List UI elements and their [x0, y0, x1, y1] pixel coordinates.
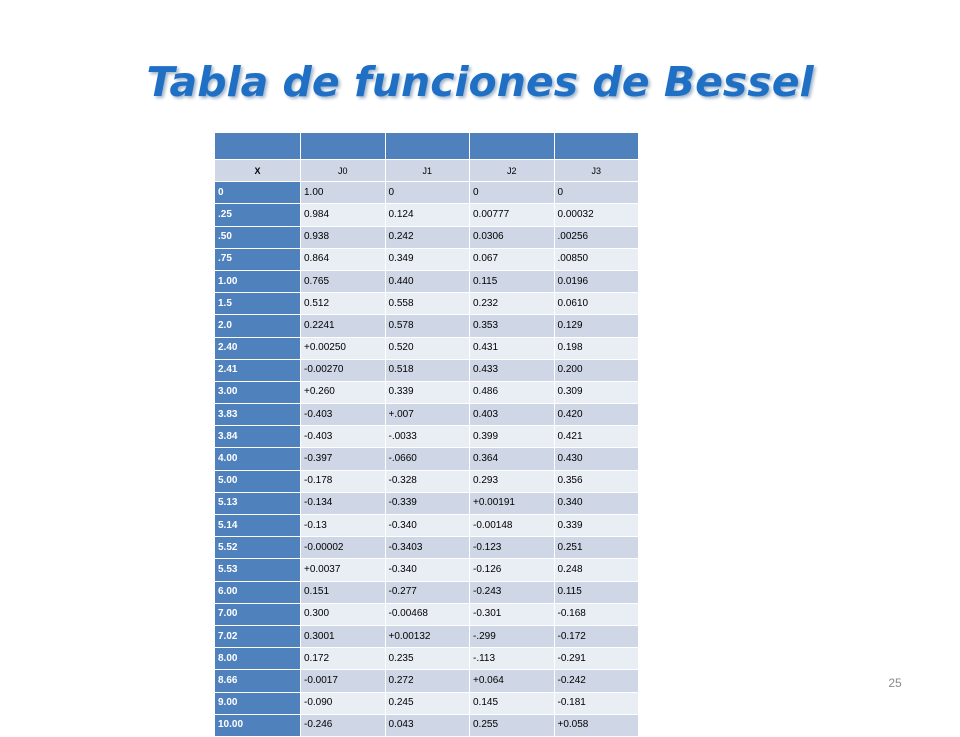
value-cell: 0.309	[554, 381, 639, 403]
value-cell: 0.232	[470, 293, 555, 315]
x-cell: 3.83	[215, 404, 301, 426]
table-row	[215, 426, 639, 448]
x-cell: 5.53	[215, 559, 301, 581]
value-cell: -0.291	[554, 648, 639, 670]
table-row	[215, 625, 639, 647]
value-cell: 0	[470, 182, 555, 204]
table-row	[215, 581, 639, 603]
x-cell: .25	[215, 204, 301, 226]
x-cell: 2.40	[215, 337, 301, 359]
table-row	[215, 648, 639, 670]
x-cell: 9.00	[215, 692, 301, 714]
header-j2: J2	[470, 160, 555, 182]
x-cell: 0	[215, 182, 301, 204]
value-cell: 0.520	[385, 337, 470, 359]
x-cell: 3.00	[215, 381, 301, 403]
value-cell: 0.486	[470, 381, 555, 403]
value-cell: 0.235	[385, 648, 470, 670]
value-cell: -0.403	[301, 404, 386, 426]
value-cell: +0.00132	[385, 625, 470, 647]
value-cell: 0.115	[554, 581, 639, 603]
value-cell: 0.248	[554, 559, 639, 581]
table-row	[215, 204, 639, 226]
bessel-table-body	[215, 133, 639, 737]
value-cell: +0.260	[301, 381, 386, 403]
x-cell: .75	[215, 248, 301, 270]
x-cell: 7.00	[215, 603, 301, 625]
value-cell: 0.399	[470, 426, 555, 448]
x-cell: 8.00	[215, 648, 301, 670]
table-top-band	[215, 133, 639, 160]
value-cell: -0.126	[470, 559, 555, 581]
value-cell: 0.2241	[301, 315, 386, 337]
value-cell: +0.00250	[301, 337, 386, 359]
value-cell: -0.340	[385, 515, 470, 537]
value-cell: -0.13	[301, 515, 386, 537]
value-cell: 0.403	[470, 404, 555, 426]
value-cell: -0.3403	[385, 537, 470, 559]
table-row	[215, 470, 639, 492]
value-cell: 0.356	[554, 470, 639, 492]
table-row	[215, 537, 639, 559]
x-cell: 2.0	[215, 315, 301, 337]
value-cell: +0.058	[554, 714, 639, 736]
value-cell: 0.198	[554, 337, 639, 359]
header-x: X	[215, 160, 301, 182]
x-cell: 5.13	[215, 492, 301, 514]
value-cell: -0.172	[554, 625, 639, 647]
value-cell: -0.168	[554, 603, 639, 625]
value-cell: 0.0196	[554, 270, 639, 292]
value-cell: -.0660	[385, 448, 470, 470]
value-cell: 0.349	[385, 248, 470, 270]
value-cell: -0.0017	[301, 670, 386, 692]
value-cell: 0.984	[301, 204, 386, 226]
value-cell: 0.353	[470, 315, 555, 337]
x-cell: 2.41	[215, 359, 301, 381]
table-header-row	[215, 160, 639, 182]
value-cell: 0.938	[301, 226, 386, 248]
table-row	[215, 448, 639, 470]
table-row	[215, 404, 639, 426]
value-cell: 0.293	[470, 470, 555, 492]
x-cell: 1.00	[215, 270, 301, 292]
value-cell: -.299	[470, 625, 555, 647]
slide-title: Tabla de funciones de Bessel	[146, 58, 814, 106]
value-cell: 0.242	[385, 226, 470, 248]
value-cell: -0.301	[470, 603, 555, 625]
value-cell: 0.339	[385, 381, 470, 403]
value-cell: -0.181	[554, 692, 639, 714]
x-cell: 5.00	[215, 470, 301, 492]
value-cell: -0.277	[385, 581, 470, 603]
value-cell: -0.340	[385, 559, 470, 581]
value-cell: -0.339	[385, 492, 470, 514]
band-cell	[215, 133, 301, 160]
value-cell: -0.246	[301, 714, 386, 736]
x-cell: 8.66	[215, 670, 301, 692]
value-cell: 0.129	[554, 315, 639, 337]
value-cell: 0.430	[554, 448, 639, 470]
bessel-table	[214, 132, 639, 737]
value-cell: 0.0610	[554, 293, 639, 315]
value-cell: 0.433	[470, 359, 555, 381]
value-cell: -0.397	[301, 448, 386, 470]
value-cell: 0.124	[385, 204, 470, 226]
table-row	[215, 315, 639, 337]
value-cell: 0.00032	[554, 204, 639, 226]
value-cell: 0.339	[554, 515, 639, 537]
header-j3: J3	[554, 160, 639, 182]
table-row	[215, 337, 639, 359]
table-row	[215, 182, 639, 204]
table-row	[215, 293, 639, 315]
value-cell: 0	[385, 182, 470, 204]
x-cell: 10.00	[215, 714, 301, 736]
value-cell: .00256	[554, 226, 639, 248]
value-cell: +0.00191	[470, 492, 555, 514]
table-row	[215, 492, 639, 514]
value-cell: 0.145	[470, 692, 555, 714]
value-cell: -0.178	[301, 470, 386, 492]
value-cell: 0.172	[301, 648, 386, 670]
value-cell: 0.440	[385, 270, 470, 292]
value-cell: 0.864	[301, 248, 386, 270]
x-cell: 4.00	[215, 448, 301, 470]
value-cell: -.0033	[385, 426, 470, 448]
table-row	[215, 515, 639, 537]
value-cell: +0.064	[470, 670, 555, 692]
value-cell: -0.134	[301, 492, 386, 514]
value-cell: 0.272	[385, 670, 470, 692]
value-cell: 0.420	[554, 404, 639, 426]
table-row	[215, 603, 639, 625]
value-cell: +.007	[385, 404, 470, 426]
value-cell: 0.431	[470, 337, 555, 359]
value-cell: .00850	[554, 248, 639, 270]
table-row	[215, 559, 639, 581]
value-cell: 0.300	[301, 603, 386, 625]
band-cell	[470, 133, 555, 160]
value-cell: 0.115	[470, 270, 555, 292]
value-cell: -0.243	[470, 581, 555, 603]
value-cell: -0.242	[554, 670, 639, 692]
x-cell: .50	[215, 226, 301, 248]
value-cell: -0.090	[301, 692, 386, 714]
value-cell: -0.00468	[385, 603, 470, 625]
value-cell: 0.0306	[470, 226, 555, 248]
table-row	[215, 381, 639, 403]
value-cell: 0.255	[470, 714, 555, 736]
value-cell: 0.512	[301, 293, 386, 315]
value-cell: 0.3001	[301, 625, 386, 647]
value-cell: 0.518	[385, 359, 470, 381]
header-j1: J1	[385, 160, 470, 182]
page-number: 25	[888, 676, 902, 690]
x-cell: 3.84	[215, 426, 301, 448]
table-row	[215, 670, 639, 692]
value-cell: -0.403	[301, 426, 386, 448]
value-cell: -0.00270	[301, 359, 386, 381]
x-cell: 6.00	[215, 581, 301, 603]
value-cell: 0.765	[301, 270, 386, 292]
value-cell: -.113	[470, 648, 555, 670]
value-cell: 0.245	[385, 692, 470, 714]
value-cell: 0.558	[385, 293, 470, 315]
x-cell: 5.52	[215, 537, 301, 559]
value-cell: 0.251	[554, 537, 639, 559]
value-cell: 0.364	[470, 448, 555, 470]
x-cell: 7.02	[215, 625, 301, 647]
value-cell: 0.151	[301, 581, 386, 603]
x-cell: 5.14	[215, 515, 301, 537]
band-cell	[554, 133, 639, 160]
value-cell: 0.200	[554, 359, 639, 381]
value-cell: 0.340	[554, 492, 639, 514]
band-cell	[301, 133, 386, 160]
table-row	[215, 226, 639, 248]
value-cell: 0.421	[554, 426, 639, 448]
value-cell: 0	[554, 182, 639, 204]
header-j0: J0	[301, 160, 386, 182]
value-cell: 0.067	[470, 248, 555, 270]
value-cell: -0.00002	[301, 537, 386, 559]
value-cell: -0.328	[385, 470, 470, 492]
value-cell: 0.00777	[470, 204, 555, 226]
table-row	[215, 359, 639, 381]
value-cell: -0.00148	[470, 515, 555, 537]
table-row	[215, 714, 639, 736]
value-cell: +0.0037	[301, 559, 386, 581]
value-cell: 1.00	[301, 182, 386, 204]
band-cell	[385, 133, 470, 160]
value-cell: 0.043	[385, 714, 470, 736]
table-row	[215, 270, 639, 292]
table-row	[215, 692, 639, 714]
table-row	[215, 248, 639, 270]
x-cell: 1.5	[215, 293, 301, 315]
value-cell: -0.123	[470, 537, 555, 559]
value-cell: 0.578	[385, 315, 470, 337]
